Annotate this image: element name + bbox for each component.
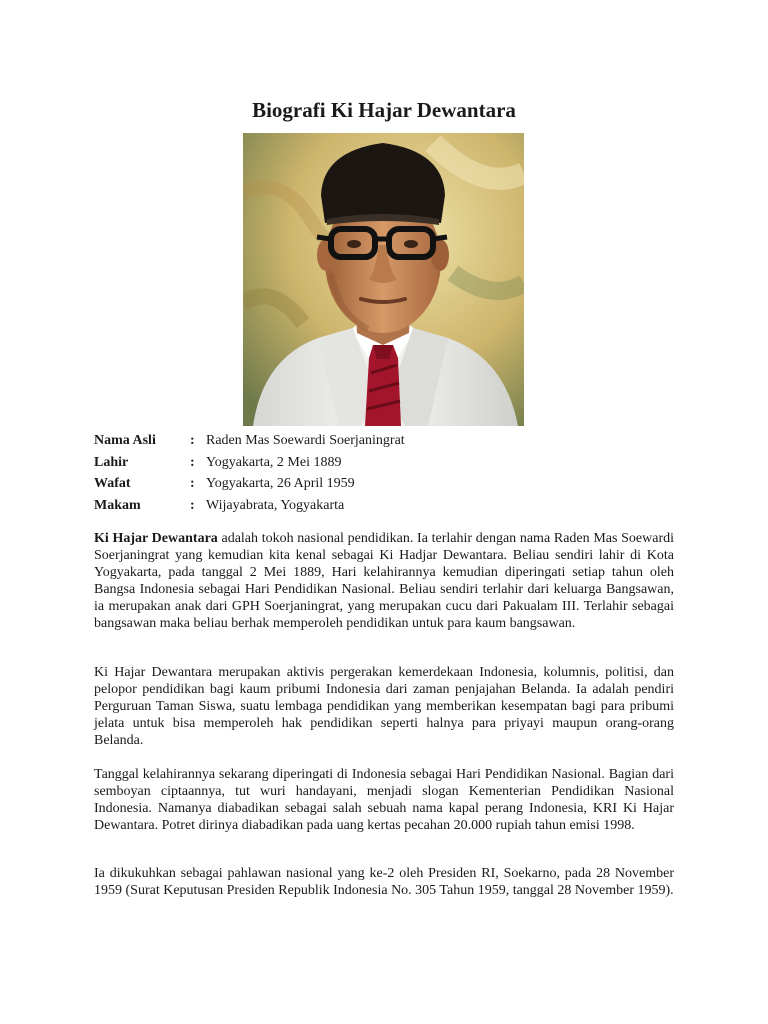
info-separator: :: [190, 433, 195, 448]
portrait-image: [243, 133, 524, 426]
paragraph-lead: Ki Hajar Dewantara: [94, 531, 218, 546]
info-value: Yogyakarta, 2 Mei 1889: [206, 454, 342, 470]
info-row: [94, 495, 674, 517]
info-row: [94, 473, 674, 495]
info-separator: :: [190, 497, 195, 513]
paragraph-text: adalah tokoh nasional pendidikan. Ia terlahir dengan nama Raden Mas Soewardi Soerjaningrat yang kemudian kita kenal sebagai Ki Hadjar Dewantara. Beliau sendiri lahir di Kota Yogyakarta, pada tanggal 2 Mei 1889, Hari kelahirannya kemudian diperingati setiap tahun oleh Bangsa Indonesia sebagai Hari Pendidikan Nasional. Beliau sendiri terlahir dari keluarga Bangsawan, ia merupakan anak dari GPH Soerjaningrat, yang merupakan cucu dari Pakualam III. Terlahir sebagai bangsawan maka beliau berhak memperoleh pendidikan untuk para kaum bangsawan.: [94, 531, 675, 631]
paragraph: Ia dikukuhkan sebagai pahlawan nasional yang ke-2 oleh Presiden RI, Soekarno, pada 28 November 1959 (Surat Keputusan Presiden Republik Indonesia No. 305 Tahun 1959, tanggal 28 November 1959).: [94, 866, 674, 898]
info-label: Makam: [94, 497, 141, 513]
info-table: [94, 430, 674, 516]
info-row: [94, 430, 674, 452]
info-value: Wijayabrata, Yogyakarta: [206, 497, 345, 513]
info-label: Nama Asli: [94, 433, 156, 448]
info-separator: :: [190, 476, 195, 491]
paragraph: [94, 530, 674, 632]
info-value: Raden Mas Soewardi Soerjaningrat: [206, 433, 405, 448]
paragraph: Ki Hajar Dewantara merupakan aktivis pergerakan kemerdekaan Indonesia, kolumnis, politisi, dan pelopor pendidikan bagi kaum pribumi Indonesia dari zaman penjajahan Belanda. Ia adalah pendiri Perguruan Taman Siswa, suatu lembaga pendidikan yang memberikan kesempatan bagi para pribumi jelata untuk bisa memperoleh hak pendidikan seperti halnya para priyayi maupun orang-orang Belanda.: [94, 665, 674, 748]
info-label: Lahir: [94, 454, 129, 470]
document-title: Biografi Ki Hajar Dewantara: [252, 98, 516, 122]
info-row: [94, 452, 674, 474]
info-label: Wafat: [94, 476, 131, 491]
paragraph: Tanggal kelahirannya sekarang diperingati di Indonesia sebagai Hari Pendidikan Nasional. Bagian dari semboyan ciptaannya, tut wuri handayani, menjadi slogan Kementerian Pendidikan Nasional Indonesia. Namanya diabadikan sebagai salah sebuah nama kapal perang Indonesia, KRI Ki Hajar Dewantara. Potret dirinya diabadikan pada uang kertas pecahan 20.000 rupiah tahun emisi 1998.: [94, 767, 674, 833]
info-value: Yogyakarta, 26 April 1959: [206, 476, 355, 491]
info-separator: :: [190, 454, 195, 470]
